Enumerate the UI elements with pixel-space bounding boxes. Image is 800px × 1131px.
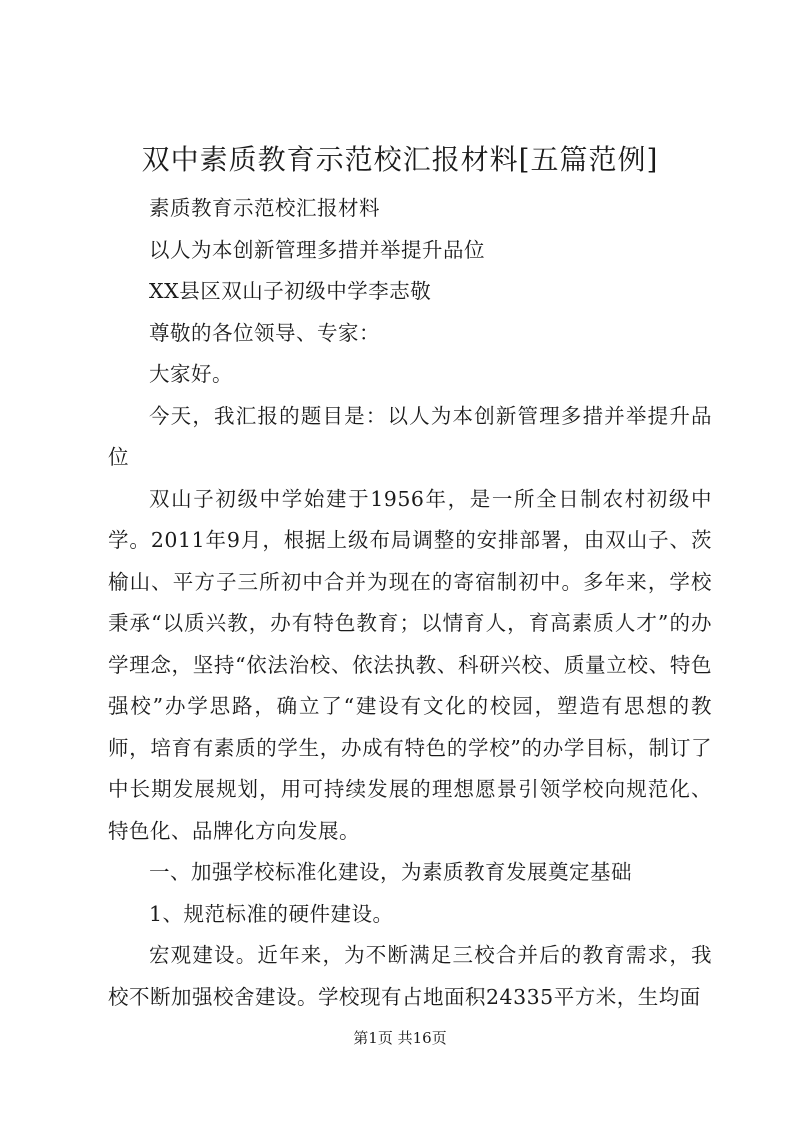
paragraph: 尊敬的各位领导、专家： bbox=[149, 320, 380, 345]
document-title: 双中素质教育示范校汇报材料[五篇范例] bbox=[141, 143, 659, 176]
document-body bbox=[108, 188, 712, 1018]
paragraph: 大家好。 bbox=[149, 362, 233, 386]
paragraph: 双山子初级中学始建于1956年，是一所全日制农村初级中学。2011年9月，根据上级布局调整的安排部署，由双山子、茨榆山、平方子三所初中合并为现在的寄宿制初中。多年来，学校秉承“以质兴教，办有特色教育；以情育人，育高素质人才”的办学理念，坚持“依法治校、依法执教、科研兴校、质量立校、特色强校”办学思路，确立了“建设有文化的校园，塑造有思想的教师，培育有素质的学生，办成有特色的学校”的办学目标，制订了中长期发展规划，用可持续发展的理想愿景引领学校向规范化、特色化、品牌化方向发展。 bbox=[108, 486, 712, 843]
paragraph: 素质教育示范校汇报材料 bbox=[149, 196, 380, 220]
paragraph: XX县区双山子初级中学李志敬 bbox=[149, 279, 432, 303]
paragraph: 一、加强学校标准化建设，为素质教育发展奠定基础 bbox=[149, 860, 632, 884]
paragraph: 以人为本创新管理多措并举提升品位 bbox=[149, 237, 485, 262]
paragraph: 宏观建设。近年来，为不断满足三校合并后的教育需求，我校不断加强校舍建设。学校现有占地面积24335平方米，生均面 bbox=[108, 943, 712, 1009]
paragraph: 今天，我汇报的题目是：以人为本创新管理多措并举提升品位 bbox=[108, 403, 712, 469]
paragraph: 1、规范标准的硬件建设。 bbox=[149, 901, 394, 926]
page-footer: 第1页 共16页 bbox=[353, 1029, 447, 1047]
